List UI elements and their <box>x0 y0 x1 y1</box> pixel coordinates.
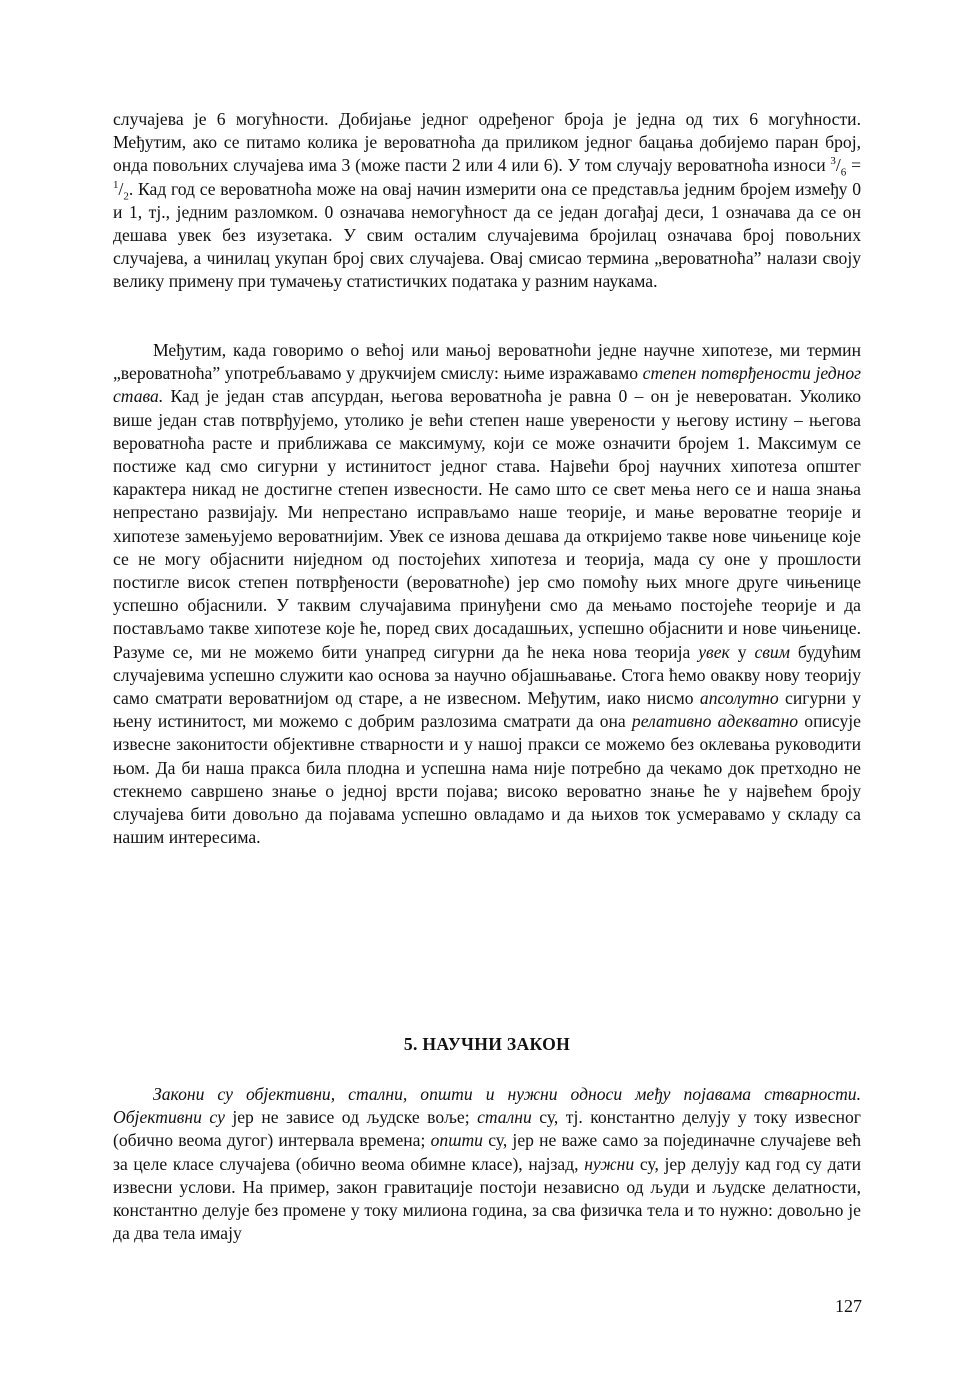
italic-text: стални <box>477 1107 532 1128</box>
fraction-denominator: 6 <box>840 166 847 179</box>
italic-text: релативно адекватно <box>631 711 799 732</box>
text-run: су, јер не важе само за појединачне случајеве већ за целе класе случајева (обично веома обимне класе), најзад, <box>113 1130 862 1174</box>
text-run: у <box>729 641 755 662</box>
italic-text: Закони су објективни, стални, општи и нужни односи међу појавама стварности. Објективни су <box>113 1084 861 1128</box>
page-number: 127 <box>835 1296 862 1316</box>
text-run: = <box>846 155 861 176</box>
fraction-numerator: 1 <box>113 178 119 191</box>
text-run: су, тј. константно делују у току извесног (обично веома дугог) интервала времена; <box>113 1107 862 1151</box>
text-run: јер не зависе од људске воље; <box>224 1107 478 1128</box>
fraction-numerator: 3 <box>830 155 836 168</box>
text-run: сигурни у њену истинитост, ми можемо с добрим разлозима сматрати да она <box>113 688 862 732</box>
text-run: Међутим, када говоримо о већој или мањој вероватноћи једне научне хипотезе, ми термин „вероватноћа” употребљавамо у друкчијем смислу: њиме изражавамо <box>113 340 861 384</box>
italic-text: свим <box>754 641 790 662</box>
italic-text: апсолутно <box>699 688 779 709</box>
section-heading: 5. НАУЧНИ ЗАКОН <box>403 1034 571 1054</box>
italic-text: увек <box>698 641 730 662</box>
text-run: описује извесне законитости објективне стварности и у нашој пракси се можемо без оклевања руководити њом. Да би наша пракса била плодна и успешна нама није потребно да чекамо док претходно не стекнемо савршено знање о једној врсти појава; високо вероватно знање ће у највећем броју случајева бити довољно да појавама успешно овладамо и да њихов ток усмеравамо у складу са нашим интересима. <box>113 711 861 848</box>
italic-text: нужни <box>584 1153 635 1174</box>
paragraph-hypothesis-probability <box>113 339 861 849</box>
paragraph-scientific-law <box>113 1083 861 1245</box>
text-run: случајева је 6 могућности. Добијање једног одређеног броја је једна од тих 6 могућности. Међутим, ако се питамо колика је вероватноћа да приликом једног бацања добијемо паран број, онда повољних случајева има 3 (може пасти 2 или 4 или 6). У том случају вероватноћа износи <box>113 109 861 176</box>
paragraph-probability-definition: случајева је 6 могућности. Добијање једног одређеног броја је једна од тих 6 могућности. Међутим, ако се питамо колика је вероватноћа да приликом једног бацања добијемо паран број, онда повољних случајева има 3 (може пасти 2 или 4 или 6). У том случају вероватноћа износи $^3/_6 = ^1/_2$. Кад год се вероватноћа може на овај начин измерити она се представља једним бројем између 0 и 1, тј., једним разломком. 0 означава немогућност да се један догађај деси, 1 означава да се он дешава увек без изузетака. У свим осталим случајевима бројилац означава број повољних случајева, а чинилац укупан број свих случајева. Овај смисао термина „вероватноћа” налази своју велику примену при тумачењу статистичких података у разним наукама. <box>113 109 861 292</box>
text-run: . Кад год се вероватноћа може на овај начин измерити она се представља једним бројем између 0 и 1, тј., једним разломком. 0 означава немогућност да се један догађај деси, 1 означава да се он дешава увек без изузетака. У свим осталим случајевима бројилац означава број повољних случајева, а чинилац укупан број свих случајева. Овај смисао термина „вероватноћа” налази своју велику примену при тумачењу статистичких података у разним наукама. <box>113 178 861 292</box>
text-run: будућим случајевима успешно служити као основа за научно објашњавање. Стога ћемо овакву нову теорију само сматрати вероватнијом од старе, а не извесном. Међутим, иако нисмо <box>113 641 861 709</box>
fraction-denominator: 2 <box>123 190 129 203</box>
text-run: Кад је један став апсурдан, његова вероватноћа је равна 0 – он је невероватан. Уколико више један став потврђујемо, утолико је већи степен наше уверености у његову истину – његова вероватноћа расте и приближава се максимуму, који се може означити бројем 1. Максимум се постиже кад смо сигурни у истинитост једног става. Највећи број научних хипотеза општег карактера никад не достигне степен извесности. Не само што се свет мења него се и наша знања непрестано развијају. Ми непрестано исправљамо наше теорије, и мање вероватне теорије и хипотезе замењујемо вероватнијим. Увек се изнова дешава да откријемо такве нове чињенице које се не могу објаснити ниједном од постојећих хипотеза и теорија, мада су оне у прошлости постигле висок степен потврђености (вероватноће) јер смо помоћу њих многе друге чињенице успешно објаснили. У таквим случајавима принуђени смо да мењамо постојеће теорије и да постављамо такве хипотезе које ће, поред свих досадашњих, успешно објаснити и нове чињенице. Разуме се, ми не можемо бити унапред сигурни да ће нека нова теорија <box>113 386 861 662</box>
italic-text: степен потврђености једног става. <box>113 363 861 407</box>
text-run: су, јер делују кад год су дати извесни услови. На пример, закон гравитације постоји независно од људи и људске делатности, константно делује без промене у току милиона година, за сва физичка тела и то нужно: довољно је да два тела имају <box>113 1153 861 1244</box>
italic-text: општи <box>430 1130 483 1151</box>
